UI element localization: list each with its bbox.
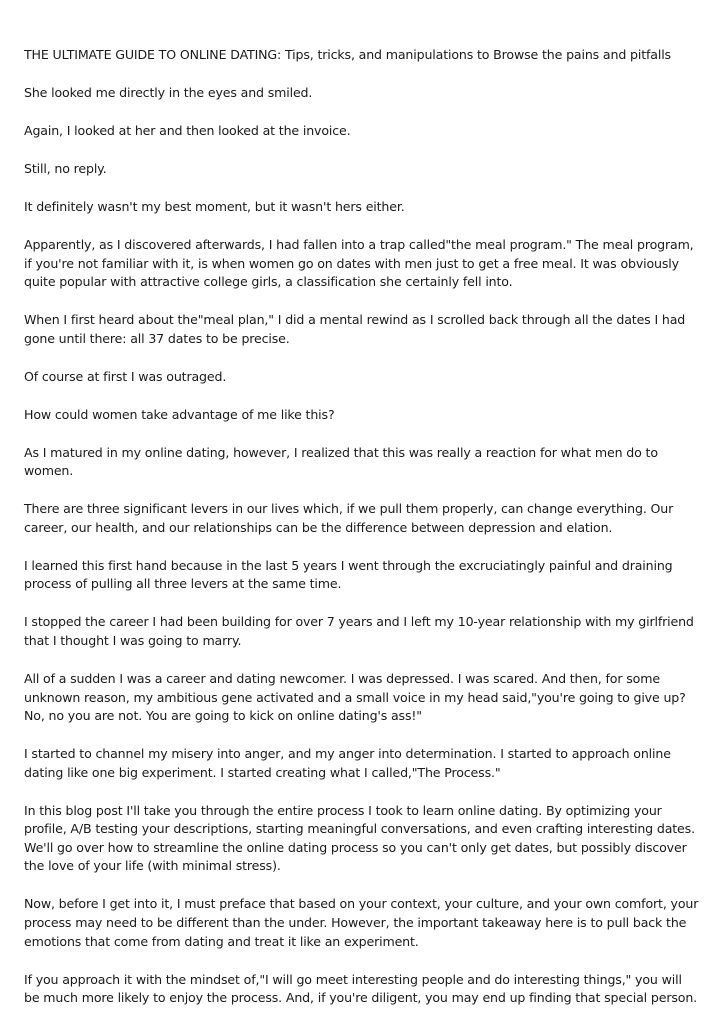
paragraph-6: When I first heard about the"meal plan," I did a mental rewind as I scrolled back through all the dates I had gone until there: all 37 dates to be precise. (24, 312, 686, 346)
paragraph-9: As I matured in my online dating, however, I realized that this was really a reaction for what men do to women. (24, 444, 658, 479)
paragraph-14: I started to channel my misery into anger, and my anger into determination. I started to approach online dating like one big experiment. I started creating what I called,"The Process." (24, 746, 671, 780)
paragraph-17: If you approach it with the mindset of,"I will go meet interesting people and do interesting things," you will be much more likely to enjoy the process. And, if you're diligent, you may end up finding that special person. (24, 971, 698, 1006)
paragraph-2: Again, I looked at her and then looked at the invoice. (24, 122, 351, 138)
paragraph-16: Now, before I get into it, I must preface that based on your context, your culture, and your own comfort, your process may need to be different than the under. However, the important takeaway here is to pull back the emotions that come from dating and treat it like an experiment. (24, 896, 699, 949)
paragraph-5: Apparently, as I discovered afterwards, I had fallen into a trap called"the meal program." The meal program, if you're not familiar with it, is when women go on dates with men just to get a free meal. It was obviously quite popular with attractive college girls, a classification she certainly fell into. (24, 236, 694, 290)
paragraph-12: I stopped the career I had been building for over 7 years and I left my 10-year relationship with my girlfriend that I thought I was going to marry. (24, 614, 694, 648)
paragraph-1: She looked me directly in the eyes and smiled. (24, 84, 313, 100)
paragraph-13: All of a sudden I was a career and dating newcomer. I was depressed. I was scared. And then, for some unknown reason, my ambitious gene activated and a small voice in my head said,"you're going to give up? No, no you are not. You are going to kick on online dating's ass!" (24, 670, 686, 724)
paragraph-11: I learned this first hand because in the last 5 years I went through the excruciatingly painful and draining process of pulling all three levers at the same time. (24, 557, 673, 592)
paragraph-10: There are three significant levers in our lives which, if we pull them properly, can change everything. Our career, our health, and our relationships can be the difference between depression and elation. (24, 501, 674, 535)
paragraph-15: In this blog post I'll take you through the entire process I took to learn online dating. By optimizing your profile, A/B testing your descriptions, starting meaningful conversations, and even crafting interesting dates. We'll go over how to streamline the online dating process so you can't only get dates, but possibly discover the love of your life (with minimal stress). (24, 802, 695, 874)
paragraph-8: How could women take advantage of me like this? (24, 406, 335, 422)
paragraph-3: Still, no reply. (24, 160, 107, 176)
paragraph-7: Of course at first I was outraged. (24, 368, 227, 384)
paragraph-4: It definitely wasn't my best moment, but it wasn't hers either. (24, 198, 405, 214)
document-title: THE ULTIMATE GUIDE TO ONLINE DATING: Tips, tricks, and manipulations to Browse the pains and pitfalls (24, 47, 671, 62)
